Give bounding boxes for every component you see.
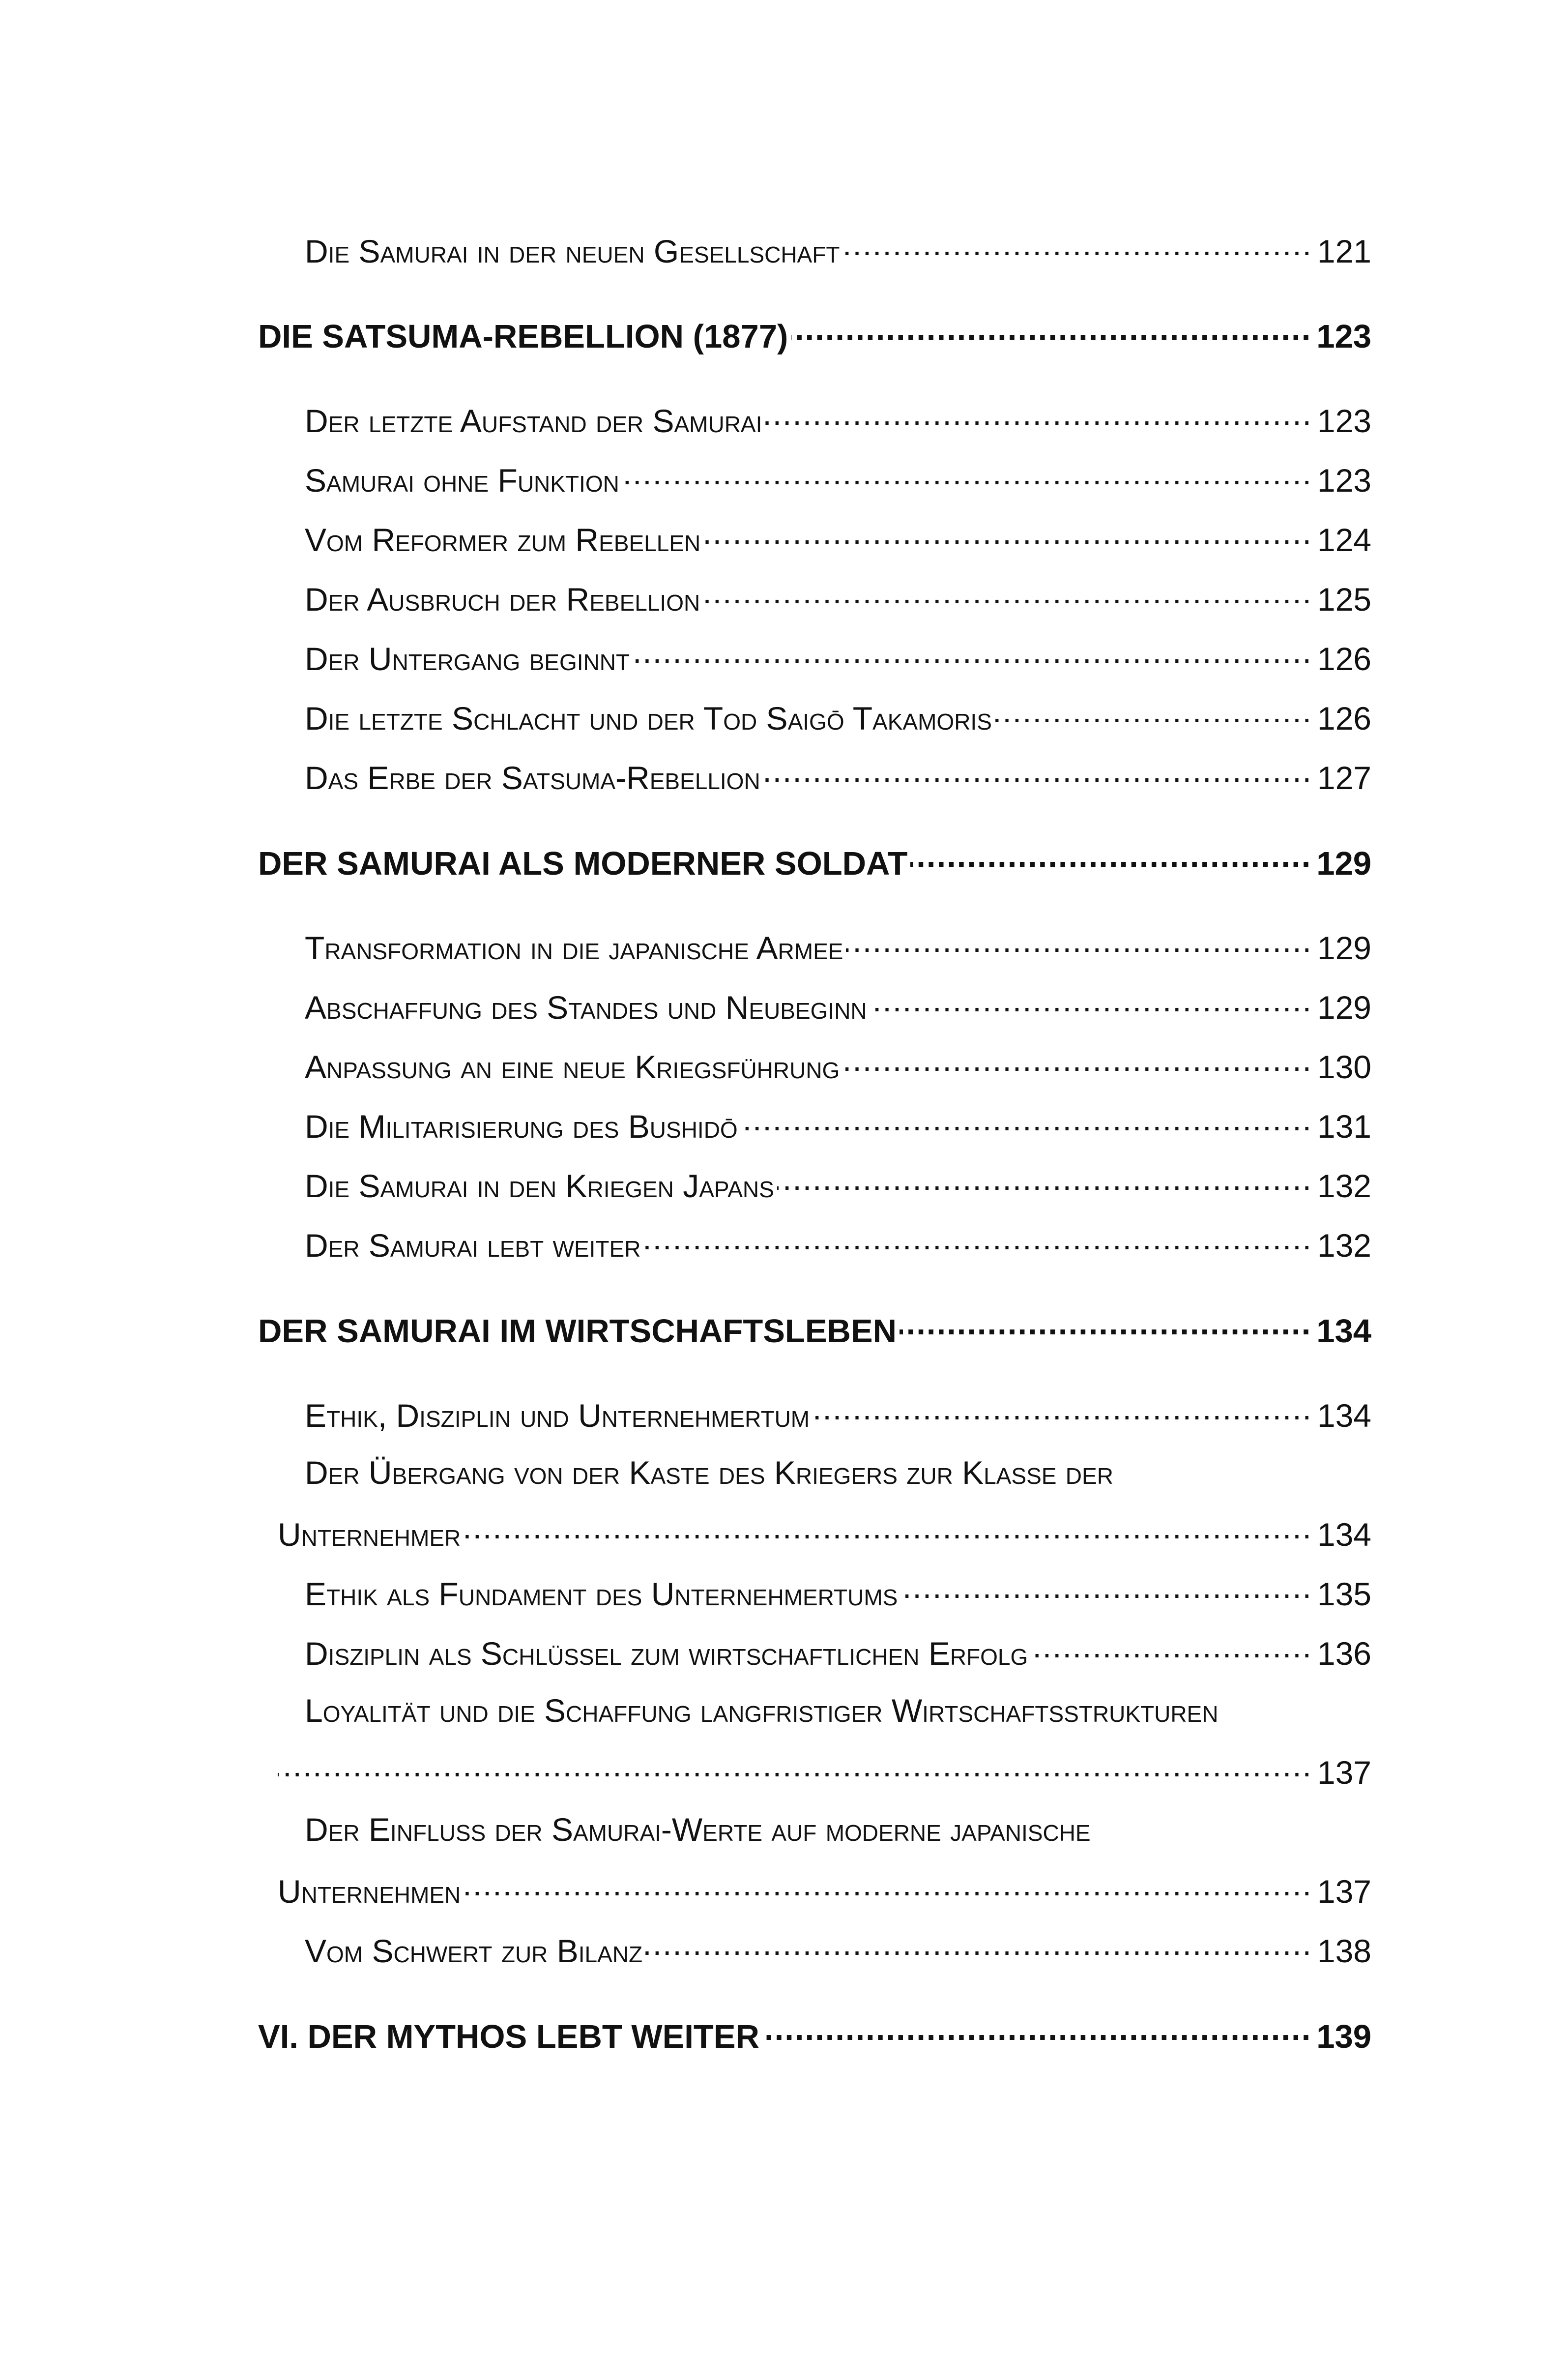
toc-page-number: 129 bbox=[1317, 930, 1371, 966]
toc-dot-leader bbox=[900, 1309, 1311, 1342]
toc-dot-leader bbox=[464, 1870, 1312, 1903]
toc-section-entry[interactable] bbox=[305, 986, 1371, 1026]
toc-dot-leader bbox=[643, 1224, 1312, 1257]
toc-page-number: 132 bbox=[1317, 1227, 1371, 1264]
toc-page-number: 129 bbox=[1317, 989, 1371, 1026]
toc-section-entry[interactable] bbox=[305, 1573, 1371, 1613]
toc-chapter-entry[interactable] bbox=[258, 315, 1371, 355]
toc-entry-title: Das Erbe der Satsuma-Rebellion bbox=[305, 760, 760, 796]
toc-page-number: 121 bbox=[1317, 233, 1371, 269]
toc-page-number: 130 bbox=[1317, 1049, 1371, 1085]
toc-page-number: 137 bbox=[1317, 1873, 1371, 1910]
toc-entry-title: Vom Reformer zum Rebellen bbox=[305, 522, 701, 558]
toc-section-entry[interactable] bbox=[305, 697, 1371, 737]
toc-section-entry[interactable] bbox=[305, 400, 1371, 440]
toc-section-entry[interactable] bbox=[305, 1224, 1371, 1264]
toc-section-entry[interactable] bbox=[305, 519, 1371, 559]
toc-entry-title: DER SAMURAI ALS MODERNER SOLDAT bbox=[258, 845, 908, 882]
toc-entry-title: Ethik als Fundament des Unternehmertums bbox=[305, 1576, 898, 1612]
toc-entry-title: Abschaffung des Standes und Neubeginn bbox=[305, 989, 867, 1026]
toc-section-entry[interactable] bbox=[305, 1632, 1371, 1672]
toc-entry-title: Die letzte Schlacht und der Tod Saigō Takamoris bbox=[305, 700, 992, 737]
toc-section-entry[interactable] bbox=[305, 1394, 1371, 1434]
toc-section-entry[interactable] bbox=[305, 927, 1371, 967]
toc-entry-title-line1[interactable]: Der Einfluss der Samurai-Werte auf moderne japanische bbox=[305, 1811, 1091, 1848]
toc-chapter-entry[interactable] bbox=[258, 2015, 1371, 2056]
toc-dot-leader bbox=[995, 697, 1312, 730]
toc-page-number: 124 bbox=[1317, 522, 1371, 558]
toc-page-number: 134 bbox=[1316, 1313, 1371, 1350]
toc-entry-title: Die Samurai in der neuen Gesellschaft bbox=[305, 233, 840, 269]
toc-entry-title: Anpassung an eine neue Kriegsführung bbox=[305, 1049, 840, 1085]
toc-dot-leader bbox=[791, 315, 1311, 348]
toc-entry-title: Ethik, Disziplin und Unternehmertum bbox=[305, 1397, 810, 1434]
toc-section-entry[interactable] bbox=[278, 1751, 1371, 1791]
toc-entry-title-line2: Unternehmen bbox=[278, 1873, 461, 1910]
toc-dot-leader bbox=[846, 927, 1312, 959]
toc-page-number: 135 bbox=[1317, 1576, 1371, 1612]
toc-dot-leader bbox=[1031, 1632, 1312, 1665]
toc-section-entry[interactable] bbox=[305, 1930, 1371, 1970]
toc-dot-leader bbox=[842, 1046, 1312, 1078]
toc-page-number: 134 bbox=[1317, 1397, 1371, 1434]
toc-section-entry[interactable] bbox=[305, 459, 1371, 499]
toc-section-entry[interactable] bbox=[305, 230, 1371, 270]
toc-section-entry[interactable] bbox=[278, 1513, 1371, 1553]
toc-section-entry[interactable] bbox=[305, 638, 1371, 678]
toc-page-number: 127 bbox=[1317, 760, 1371, 796]
toc-section-entry[interactable] bbox=[305, 1105, 1371, 1145]
toc-entry-title: Der Samurai lebt weiter bbox=[305, 1227, 641, 1264]
toc-entry-title: Samurai ohne Funktion bbox=[305, 462, 619, 499]
toc-entry-title: DER SAMURAI IM WIRTSCHAFTSLEBEN bbox=[258, 1313, 897, 1350]
toc-page-number: 123 bbox=[1316, 318, 1371, 355]
toc-page-number: 126 bbox=[1317, 641, 1371, 677]
toc-dot-leader bbox=[645, 1930, 1312, 1962]
toc-page-number: 134 bbox=[1317, 1516, 1371, 1553]
toc-entry-title-line1[interactable]: Loyalität und die Schaffung langfristiger Wirtschaftsstrukturen bbox=[305, 1692, 1219, 1729]
toc-dot-leader bbox=[765, 400, 1312, 432]
toc-entry-title: Der letzte Aufstand der Samurai bbox=[305, 403, 762, 439]
toc-dot-leader bbox=[278, 1751, 1312, 1784]
toc-dot-leader bbox=[842, 230, 1312, 263]
toc-dot-leader bbox=[900, 1573, 1312, 1605]
toc-section-entry[interactable] bbox=[305, 578, 1371, 618]
toc-section-entry[interactable] bbox=[305, 1046, 1371, 1086]
toc-entry-title: DIE SATSUMA-REBELLION (1877) bbox=[258, 318, 788, 355]
toc-entry-title-line2: Unternehmer bbox=[278, 1516, 461, 1553]
toc-page-number: 131 bbox=[1317, 1108, 1371, 1145]
toc-entry-title: Der Ausbruch der Rebellion bbox=[305, 581, 700, 618]
toc-dot-leader bbox=[622, 459, 1312, 492]
toc-dot-leader bbox=[910, 842, 1311, 875]
toc-entry-title: Vom Schwert zur Bilanz bbox=[305, 1933, 643, 1969]
toc-dot-leader bbox=[741, 1105, 1312, 1138]
toc-entry-title: Der Untergang beginnt bbox=[305, 641, 630, 677]
toc-page-number: 139 bbox=[1316, 2018, 1371, 2055]
toc-chapter-entry[interactable] bbox=[258, 842, 1371, 883]
toc-dot-leader bbox=[777, 1165, 1312, 1197]
toc-entry-title: Die Samurai in den Kriegen Japans bbox=[305, 1168, 774, 1204]
toc-section-entry[interactable] bbox=[305, 1165, 1371, 1205]
toc-dot-leader bbox=[464, 1513, 1312, 1546]
toc-dot-leader bbox=[870, 986, 1312, 1019]
toc-page-number: 129 bbox=[1316, 845, 1371, 882]
toc-entry-title: Die Militarisierung des Bushidō bbox=[305, 1108, 738, 1145]
toc-page-number: 123 bbox=[1317, 403, 1371, 439]
toc-dot-leader bbox=[762, 2015, 1311, 2048]
toc-section-entry[interactable] bbox=[305, 757, 1371, 796]
toc-dot-leader bbox=[633, 638, 1312, 670]
toc-page-number: 137 bbox=[1317, 1754, 1371, 1791]
toc-dot-leader bbox=[813, 1394, 1312, 1427]
toc-page-number: 123 bbox=[1317, 462, 1371, 499]
toc-entry-title: VI. DER MYTHOS LEBT WEITER bbox=[258, 2018, 759, 2055]
toc-dot-leader bbox=[763, 757, 1312, 789]
toc-page-number: 126 bbox=[1317, 700, 1371, 737]
toc-entry-title-line1[interactable]: Der Übergang von der Kaste des Kriegers zur Klasse der bbox=[305, 1454, 1113, 1491]
toc-page-number: 136 bbox=[1317, 1635, 1371, 1672]
toc-page-number: 132 bbox=[1317, 1168, 1371, 1204]
toc-dot-leader bbox=[703, 519, 1312, 551]
toc-entry-title: Transformation in die japanische Armee bbox=[305, 930, 843, 966]
toc-section-entry[interactable] bbox=[278, 1870, 1371, 1910]
toc-page-number: 125 bbox=[1317, 581, 1371, 618]
toc-page-number: 138 bbox=[1317, 1933, 1371, 1969]
toc-entry-title: Disziplin als Schlüssel zum wirtschaftlichen Erfolg bbox=[305, 1635, 1028, 1672]
toc-dot-leader bbox=[703, 578, 1312, 611]
toc-chapter-entry[interactable] bbox=[258, 1309, 1371, 1350]
